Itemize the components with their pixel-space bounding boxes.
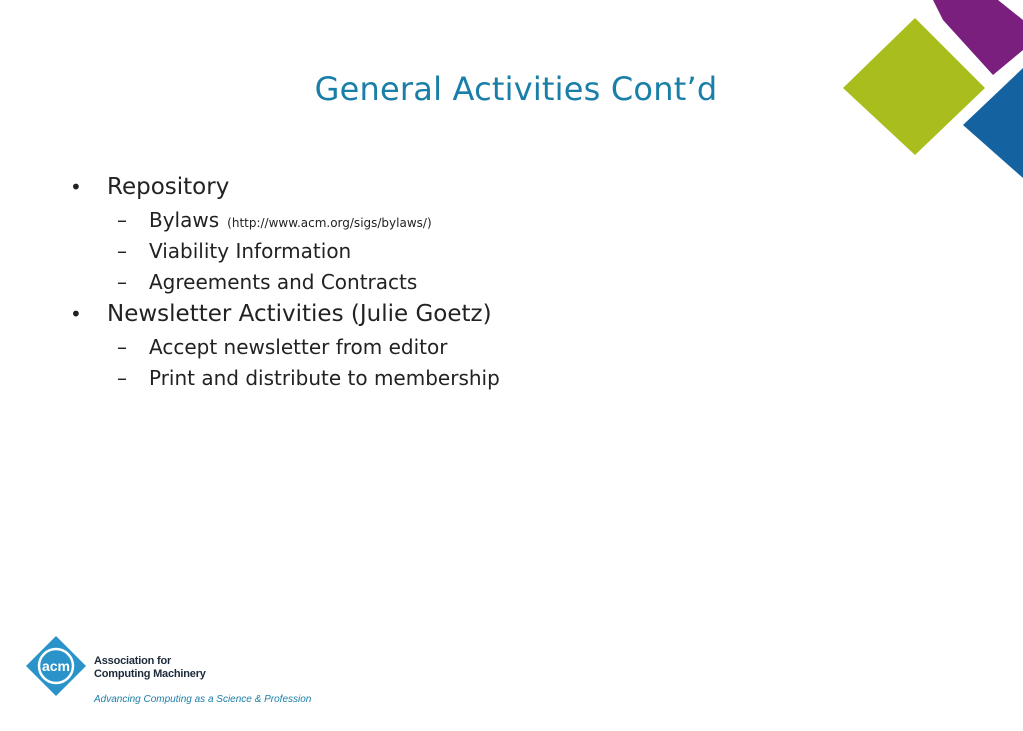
subitem [117,270,830,301]
logo-line1: Association for [94,655,172,667]
dash-mark: – [117,239,127,263]
subitem [117,239,830,270]
subitem [117,335,830,366]
subitem [117,208,830,239]
subitem-text: Agreements and Contracts [149,270,418,294]
sublist [70,335,830,397]
dash-mark: – [117,366,127,390]
subitem-text: Viability Information [149,239,352,263]
subitem-text: Bylaws [149,208,220,232]
bullet-mark: • [70,302,82,326]
sublist [70,208,830,301]
acm-logo [24,634,314,714]
bullet-text: Newsletter Activities (Julie Goetz) [107,301,492,327]
dash-mark: – [117,270,127,294]
logo-line2: Computing Machinery [94,668,206,680]
bullet-repository [70,174,830,301]
subitem [117,366,830,397]
acm-badge-text: acm [41,658,71,674]
bullet-text: Repository [107,174,230,200]
bullet-mark: • [70,175,82,199]
subitem-text: Print and distribute to membership [149,366,500,390]
subitem-text: Accept newsletter from editor [149,335,448,359]
bullet-newsletter [70,301,830,397]
dash-mark: – [117,208,127,232]
logo-tagline: Advancing Computing as a Science & Profession [94,694,312,705]
slide-content [70,174,830,397]
slide-title: General Activities Cont’d [314,70,718,108]
acm-diamond-badge [24,634,88,698]
bylaws-url: (http://www.acm.org/sigs/bylaws/) [227,216,432,230]
dash-mark: – [117,335,127,359]
